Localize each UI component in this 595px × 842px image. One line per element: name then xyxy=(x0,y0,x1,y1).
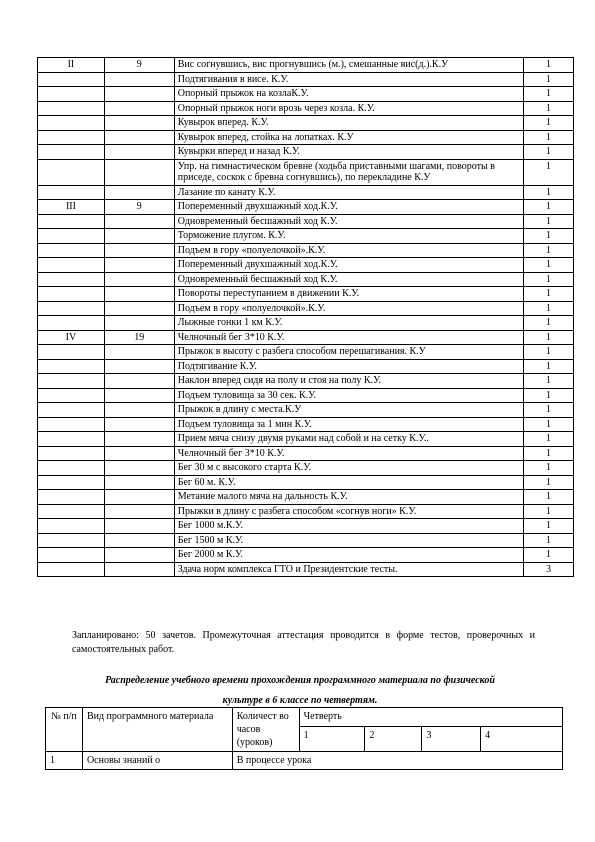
topic-cell: Здача норм комплекса ГТО и Президентские тесты. xyxy=(174,562,523,577)
quarter-cell xyxy=(38,243,105,258)
distribution-row xyxy=(46,752,563,770)
topic-cell: Упр. на гимнастическом бревне (ходьба приставными шагами, повороты в приседе, соскок с бревна согнувшись), по перекладине К.У xyxy=(174,159,523,185)
hours-cell xyxy=(104,272,174,287)
topic-cell: Лазание по канату К.У. xyxy=(174,185,523,200)
table-row xyxy=(38,116,574,131)
table-row xyxy=(38,145,574,160)
table-row xyxy=(38,287,574,302)
count-cell: 1 xyxy=(524,185,574,200)
count-cell: 1 xyxy=(524,258,574,273)
topic-cell: Повороты переступанием в движении К.У. xyxy=(174,287,523,302)
table-row xyxy=(38,519,574,534)
hours-cell xyxy=(104,374,174,389)
table-row xyxy=(38,548,574,563)
count-cell: 1 xyxy=(524,533,574,548)
table-row xyxy=(38,214,574,229)
quarter-cell xyxy=(38,359,105,374)
count-cell: 1 xyxy=(524,301,574,316)
table-row xyxy=(38,101,574,116)
topic-cell: Челночный бег 3*10 К.У. xyxy=(174,330,523,345)
topic-cell: Попеременный двухшажный ход.К.У. xyxy=(174,258,523,273)
quarter-cell xyxy=(38,562,105,577)
distribution-header-row xyxy=(46,708,563,727)
quarter-cell xyxy=(38,301,105,316)
table-row xyxy=(38,461,574,476)
table-row xyxy=(38,272,574,287)
count-cell: 1 xyxy=(524,432,574,447)
planned-note: Запланировано: 50 зачетов. Промежуточная аттестация проводится в форме тестов, проверочных и самостоятельных работ. xyxy=(72,630,535,655)
table-row xyxy=(38,475,574,490)
count-cell: 1 xyxy=(524,374,574,389)
quarter-2: 2 xyxy=(365,727,422,752)
table-row xyxy=(38,229,574,244)
hours-cell xyxy=(104,475,174,490)
quarter-4: 4 xyxy=(481,727,563,752)
hours-cell xyxy=(104,159,174,185)
hours-cell xyxy=(104,87,174,102)
quarter-3: 3 xyxy=(422,727,481,752)
topic-cell: Наклон вперед сидя на полу и стоя на полу К.У. xyxy=(174,374,523,389)
topic-cell: Кувырки вперед и назад К.У. xyxy=(174,145,523,160)
quarter-cell xyxy=(38,272,105,287)
topic-cell: Прием мяча снизу двумя руками над собой и на сетку К.У.. xyxy=(174,432,523,447)
count-cell: 1 xyxy=(524,200,574,215)
table-row xyxy=(38,316,574,331)
hours-cell xyxy=(104,432,174,447)
hours-cell xyxy=(104,519,174,534)
quarter-cell xyxy=(38,101,105,116)
topic-cell: Одновременный бесшажный ход К.У. xyxy=(174,272,523,287)
hours-cell xyxy=(104,562,174,577)
hours-cell xyxy=(104,388,174,403)
hours-cell xyxy=(104,258,174,273)
quarter-cell xyxy=(38,403,105,418)
quarter-cell xyxy=(38,145,105,160)
row-material-type: Основы знаний о xyxy=(82,752,232,770)
hours-cell xyxy=(104,359,174,374)
table-row xyxy=(38,159,574,185)
count-cell: 1 xyxy=(524,403,574,418)
quarter-cell xyxy=(38,533,105,548)
count-cell: 1 xyxy=(524,58,574,73)
hours-cell xyxy=(104,504,174,519)
quarter-cell xyxy=(38,229,105,244)
count-cell: 3 xyxy=(524,562,574,577)
count-cell: 1 xyxy=(524,145,574,160)
count-cell: 1 xyxy=(524,130,574,145)
header-material-type: Вид программного материала xyxy=(82,708,232,752)
quarter-cell xyxy=(38,417,105,432)
hours-cell xyxy=(104,214,174,229)
table-row xyxy=(38,359,574,374)
table-row xyxy=(38,130,574,145)
topic-cell: Бег 30 м с высокого старта К.У. xyxy=(174,461,523,476)
table-row xyxy=(38,562,574,577)
hours-cell xyxy=(104,185,174,200)
count-cell: 1 xyxy=(524,159,574,185)
hours-cell xyxy=(104,145,174,160)
quarter-cell xyxy=(38,374,105,389)
quarter-cell xyxy=(38,287,105,302)
quarter-cell xyxy=(38,446,105,461)
count-cell: 1 xyxy=(524,548,574,563)
quarter-cell xyxy=(38,214,105,229)
table-row xyxy=(38,243,574,258)
table-row xyxy=(38,533,574,548)
quarter-cell xyxy=(38,159,105,185)
count-cell: 1 xyxy=(524,417,574,432)
topic-cell: Прыжок в высоту с разбега способом перешагивания. К.У xyxy=(174,345,523,360)
distribution-title xyxy=(60,674,540,708)
table-row xyxy=(38,330,574,345)
distribution-title-line2: культуре в 6 классе по четвертям. xyxy=(222,695,378,706)
quarter-cell xyxy=(38,475,105,490)
table-row xyxy=(38,432,574,447)
count-cell: 1 xyxy=(524,229,574,244)
table-row xyxy=(38,301,574,316)
hours-cell xyxy=(104,548,174,563)
quarter-cell xyxy=(38,316,105,331)
quarter-cell xyxy=(38,461,105,476)
topic-cell: Прыжки в длину с разбега способом «согнув ноги» К.У. xyxy=(174,504,523,519)
quarter-cell xyxy=(38,432,105,447)
table-row xyxy=(38,345,574,360)
quarter-cell xyxy=(38,490,105,505)
count-cell: 1 xyxy=(524,461,574,476)
count-cell: 1 xyxy=(524,287,574,302)
count-cell: 1 xyxy=(524,87,574,102)
topic-cell: Одновременный бесшажный ход К.У. xyxy=(174,214,523,229)
topic-cell: Попеременный двухшажный ход.К.У. xyxy=(174,200,523,215)
hours-cell xyxy=(104,101,174,116)
topic-cell: Бег 2000 м К.У. xyxy=(174,548,523,563)
topic-cell: Опорный прыжок на козлаК.У. xyxy=(174,87,523,102)
quarter-cell xyxy=(38,185,105,200)
table-row xyxy=(38,446,574,461)
quarter-cell xyxy=(38,345,105,360)
table-row xyxy=(38,490,574,505)
hours-cell xyxy=(104,345,174,360)
hours-cell: 19 xyxy=(104,330,174,345)
quarter-cell: III xyxy=(38,200,105,215)
hours-cell xyxy=(104,490,174,505)
quarter-1: 1 xyxy=(299,727,365,752)
hours-cell xyxy=(104,403,174,418)
count-cell: 1 xyxy=(524,116,574,131)
count-cell: 1 xyxy=(524,330,574,345)
table-row xyxy=(38,200,574,215)
count-cell: 1 xyxy=(524,504,574,519)
table-row xyxy=(38,185,574,200)
count-cell: 1 xyxy=(524,519,574,534)
hours-cell xyxy=(104,287,174,302)
table-row xyxy=(38,258,574,273)
count-cell: 1 xyxy=(524,345,574,360)
quarter-cell xyxy=(38,72,105,87)
table-row xyxy=(38,87,574,102)
header-number: № п/п xyxy=(46,708,83,752)
count-cell: 1 xyxy=(524,359,574,374)
quarter-cell: IV xyxy=(38,330,105,345)
quarter-cell xyxy=(38,87,105,102)
quarter-cell xyxy=(38,504,105,519)
hours-cell xyxy=(104,243,174,258)
hours-cell xyxy=(104,116,174,131)
topic-cell: Бег 1000 м.К.У. xyxy=(174,519,523,534)
hours-cell: 9 xyxy=(104,58,174,73)
table-row xyxy=(38,72,574,87)
quarter-cell xyxy=(38,116,105,131)
distribution-title-line1: Распределение учебного времени прохождения программного материала по физической xyxy=(105,675,495,686)
quarter-cell xyxy=(38,548,105,563)
table-row xyxy=(38,58,574,73)
hours-cell: 9 xyxy=(104,200,174,215)
table-row xyxy=(38,504,574,519)
hours-cell xyxy=(104,316,174,331)
curriculum-table xyxy=(37,57,574,577)
topic-cell: Лыжные гонки 1 км К.У. xyxy=(174,316,523,331)
header-hours: Количест во часов (уроков) xyxy=(232,708,299,752)
hours-cell xyxy=(104,533,174,548)
count-cell: 1 xyxy=(524,446,574,461)
hours-cell xyxy=(104,229,174,244)
row-hours-value: В процессе урока xyxy=(232,752,562,770)
topic-cell: Подтягивание К.У. xyxy=(174,359,523,374)
distribution-table xyxy=(45,707,563,770)
count-cell: 1 xyxy=(524,243,574,258)
topic-cell: Подтягивания в висе. К.У. xyxy=(174,72,523,87)
topic-cell: Челночный бег 3*10 К.У. xyxy=(174,446,523,461)
quarter-cell xyxy=(38,388,105,403)
hours-cell xyxy=(104,72,174,87)
topic-cell: Бег 1500 м К.У. xyxy=(174,533,523,548)
topic-cell: Прыжок в длину с места.К.У xyxy=(174,403,523,418)
hours-cell xyxy=(104,446,174,461)
count-cell: 1 xyxy=(524,475,574,490)
topic-cell: Кувырок вперед, стойка на лопатках. К.У xyxy=(174,130,523,145)
quarter-cell: II xyxy=(38,58,105,73)
quarter-cell xyxy=(38,130,105,145)
topic-cell: Подъем туловища за 1 мин К.У. xyxy=(174,417,523,432)
quarter-cell xyxy=(38,519,105,534)
quarter-cell xyxy=(38,258,105,273)
topic-cell: Торможение плугом. К.У. xyxy=(174,229,523,244)
topic-cell: Метание малого мяча на дальность К.У. xyxy=(174,490,523,505)
count-cell: 1 xyxy=(524,388,574,403)
hours-cell xyxy=(104,417,174,432)
count-cell: 1 xyxy=(524,316,574,331)
table-row xyxy=(38,417,574,432)
topic-cell: Опорный прыжок ноги врозь через козла. К.У. xyxy=(174,101,523,116)
count-cell: 1 xyxy=(524,214,574,229)
topic-cell: Кувырок вперед. К.У. xyxy=(174,116,523,131)
hours-cell xyxy=(104,461,174,476)
row-number: 1 xyxy=(46,752,83,770)
count-cell: 1 xyxy=(524,101,574,116)
hours-cell xyxy=(104,301,174,316)
topic-cell: Подъем в гору «полуелочкой».К.У. xyxy=(174,301,523,316)
header-quarter: Четверть xyxy=(299,708,562,727)
table-row xyxy=(38,374,574,389)
table-row xyxy=(38,403,574,418)
count-cell: 1 xyxy=(524,490,574,505)
table-row xyxy=(38,388,574,403)
hours-cell xyxy=(104,130,174,145)
topic-cell: Вис согнувшись, вис прогнувшись (м.), смешанные вис(д.).К.У xyxy=(174,58,523,73)
count-cell: 1 xyxy=(524,72,574,87)
topic-cell: Подъем в гору «полуелочкой».К.У. xyxy=(174,243,523,258)
count-cell: 1 xyxy=(524,272,574,287)
topic-cell: Бег 60 м. К.У. xyxy=(174,475,523,490)
topic-cell: Подъем туловища за 30 сек. К.У. xyxy=(174,388,523,403)
